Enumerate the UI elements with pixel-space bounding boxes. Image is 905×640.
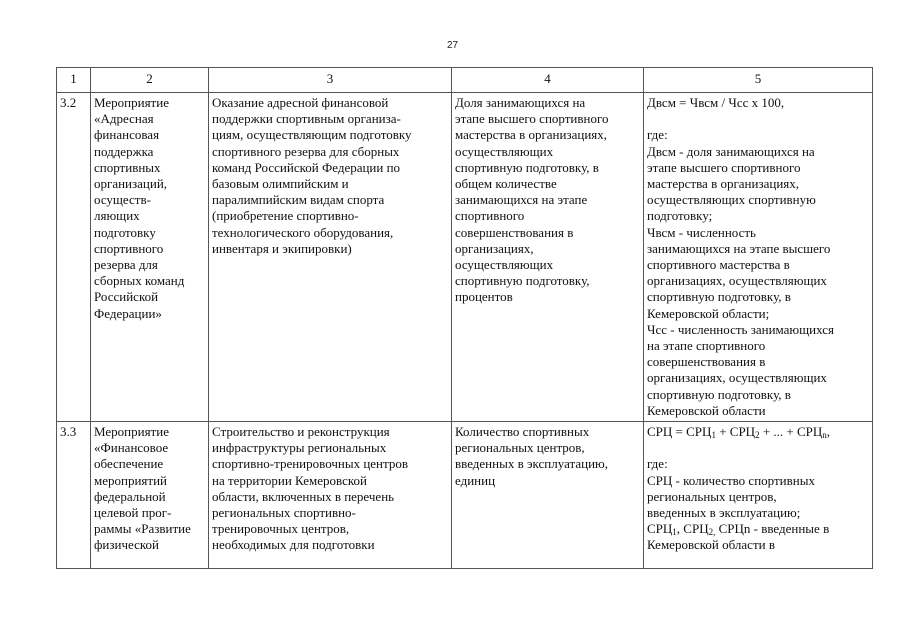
indicator-formula: Двсм = Чвсм / Чсс х 100, где: Двсм - доля занимающихся на этапе высшего спортивного мастерства в организациях, осуществляющих спортивную подготовку; Чвсм - численность занимающихся на этапе высшего спортивного мастерства в организациях, осуществляющих спортивную подготовку, в Кемеровской области; Чсс - численность занимающихся на этапе спортивного совершенствования в организациях, осуществляющих спортивную подготовку, в Кемеровской области bbox=[644, 93, 873, 422]
formula-block: СРЦ = $СРЦ_1 + СРЦ_2$ + ... + $СРЦ_n$, где: СРЦ - количество спортивных региональных центров, введенных в эксплуатацию; $СРЦ_1$, $СРЦ_{2,}$ СРЦn - введенные в Кемеровской области в bbox=[647, 424, 831, 553]
header-col-1: 1 bbox=[57, 68, 91, 93]
table-row bbox=[57, 93, 873, 422]
table-row bbox=[57, 422, 873, 569]
row-number: 3.3 bbox=[57, 422, 91, 569]
row-number: 3.2 bbox=[57, 93, 91, 422]
activity-name: Мероприятие «Финансовое обеспечение мероприятий федеральной целевой прог- раммы «Развитие физической bbox=[91, 422, 209, 569]
indicator-name: Количество спортивных региональных центров, введенных в эксплуатацию, единиц bbox=[452, 422, 644, 569]
activity-description: Оказание адресной финансовой поддержки спортивным организа- циям, осуществляющим подготовку спортивного резерва для сборных команд Российской Федерации по базовым олимпийским и паралимпийским видам спорта (приобретение спортивно- технологического оборудования, инвентаря и экипировки) bbox=[209, 93, 452, 422]
indicator-name: Доля занимающихся на этапе высшего спортивного мастерства в организациях, осуществляющих спортивную подготовку, в общем количестве занимающихся на этапе спортивного совершенствования в организациях, осуществляющих спортивную подготовку, процентов bbox=[452, 93, 644, 422]
header-col-3: 3 bbox=[209, 68, 452, 93]
header-col-4: 4 bbox=[452, 68, 644, 93]
table-header-row bbox=[57, 68, 873, 93]
header-col-5: 5 bbox=[644, 68, 873, 93]
indicator-formula bbox=[644, 422, 873, 569]
header-col-2: 2 bbox=[91, 68, 209, 93]
activity-description: Строительство и реконструкция инфраструктуры региональных спортивно-тренировочных центров на территории Кемеровской области, включенных в перечень региональных спортивно- тренировочных центров, необходимых для подготовки bbox=[209, 422, 452, 569]
page-number: 27 bbox=[446, 40, 459, 51]
program-table bbox=[56, 67, 873, 569]
activity-name: Мероприятие «Адресная финансовая поддержка спортивных организаций, осуществ- ляющих подготовку спортивного резерва для сборных команд Российской Федерации» bbox=[91, 93, 209, 422]
